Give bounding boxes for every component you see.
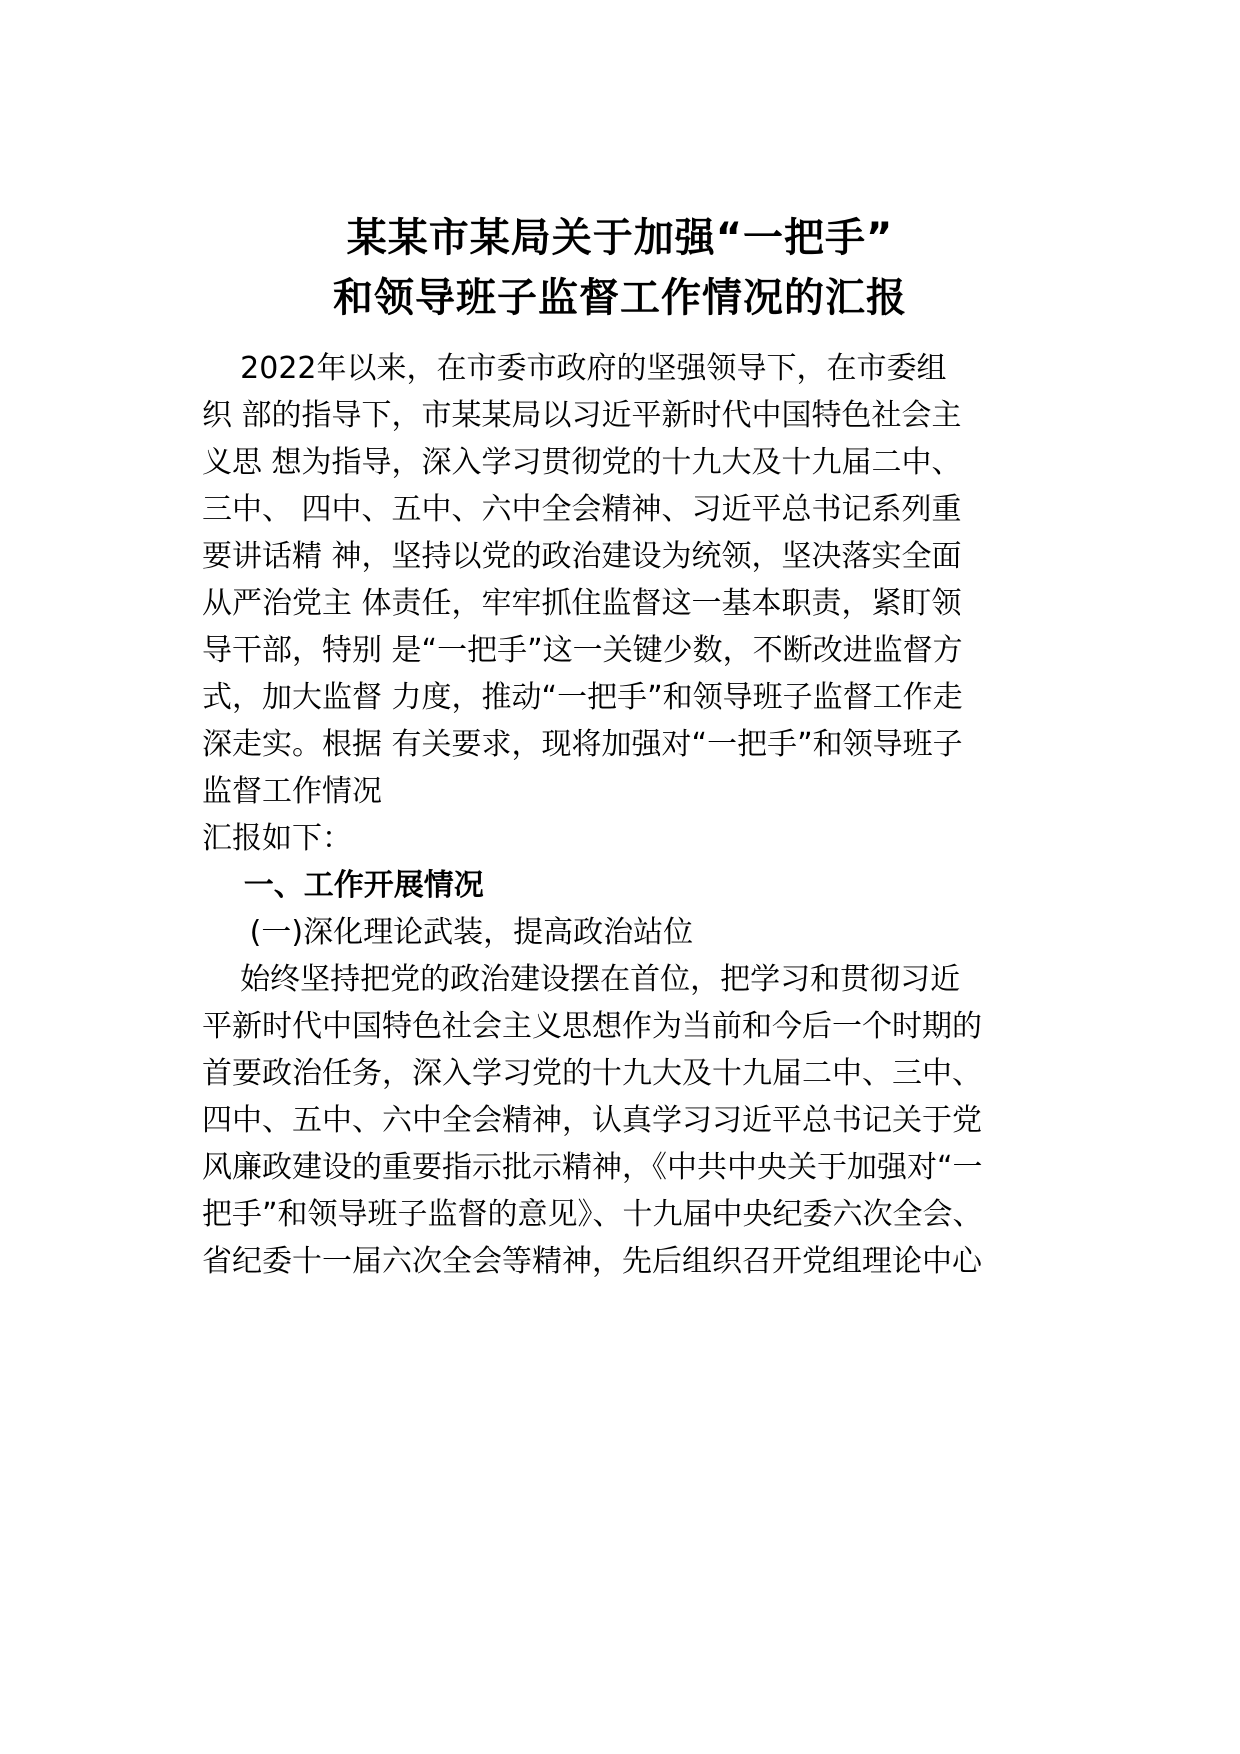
body-line-4: 三中、 四中、五中、六中全会精神、习近平总书记系列重	[202, 492, 962, 527]
body-line-1: 2022年以来，在市委市政府的坚强领导下，在市委组	[202, 351, 947, 386]
body-line-5: 要讲话精 神，坚持以党的政治建设为统领，坚决落实全面	[202, 539, 962, 574]
body-line-17: 四中、五中、六中全会精神，认真学习习近平总书记关于党	[202, 1103, 982, 1138]
section-heading-1: 一、工作开展情况	[202, 868, 484, 903]
body-line-10: 监督工作情况	[202, 774, 382, 809]
body-line-11: 汇报如下：	[202, 821, 352, 856]
body-line-16: 首要政治任务，深入学习党的十九大及十九届二中、三中、	[202, 1056, 982, 1091]
body-line-6: 从严治党主 体责任，牢牢抓住监督这一基本职责，紧盯领	[202, 586, 962, 621]
body-line-9: 深走实。根据 有关要求，现将加强对“一把手”和领导班子	[202, 727, 963, 762]
body-line-18: 风廉政建设的重要指示批示精神，《中共中央关于加强对“一	[202, 1150, 983, 1185]
body-line-7: 导干部，特别 是“一把手”这一关键少数，不断改进监督方	[202, 633, 963, 668]
subsection-heading-1: (一)深化理论武装，提高政治站位	[202, 915, 694, 950]
document-title-line-1: 某某市某局关于加强“一把手”	[346, 215, 894, 261]
body-line-3: 义思 想为指导，深入学习贯彻党的十九大及十九届二中、	[202, 445, 962, 480]
body-line-20: 省纪委十一届六次全会等精神，先后组织召开党组理论中心	[202, 1244, 982, 1279]
body-line-14: 始终坚持把党的政治建设摆在首位，把学习和贯彻习近	[202, 962, 961, 997]
document-title-line-2: 和领导班子监督工作情况的汇报	[333, 275, 907, 321]
body-line-2: 织 部的指导下，市某某局以习近平新时代中国特色社会主	[202, 398, 962, 433]
body-line-19: 把手”和领导班子监督的意见》、十九届中央纪委六次全会、	[202, 1197, 983, 1232]
body-line-8: 式，加大监督 力度，推动“一把手”和领导班子监督工作走	[202, 680, 963, 715]
body-line-15: 平新时代中国特色社会主义思想作为当前和今后一个时期的	[202, 1009, 982, 1044]
